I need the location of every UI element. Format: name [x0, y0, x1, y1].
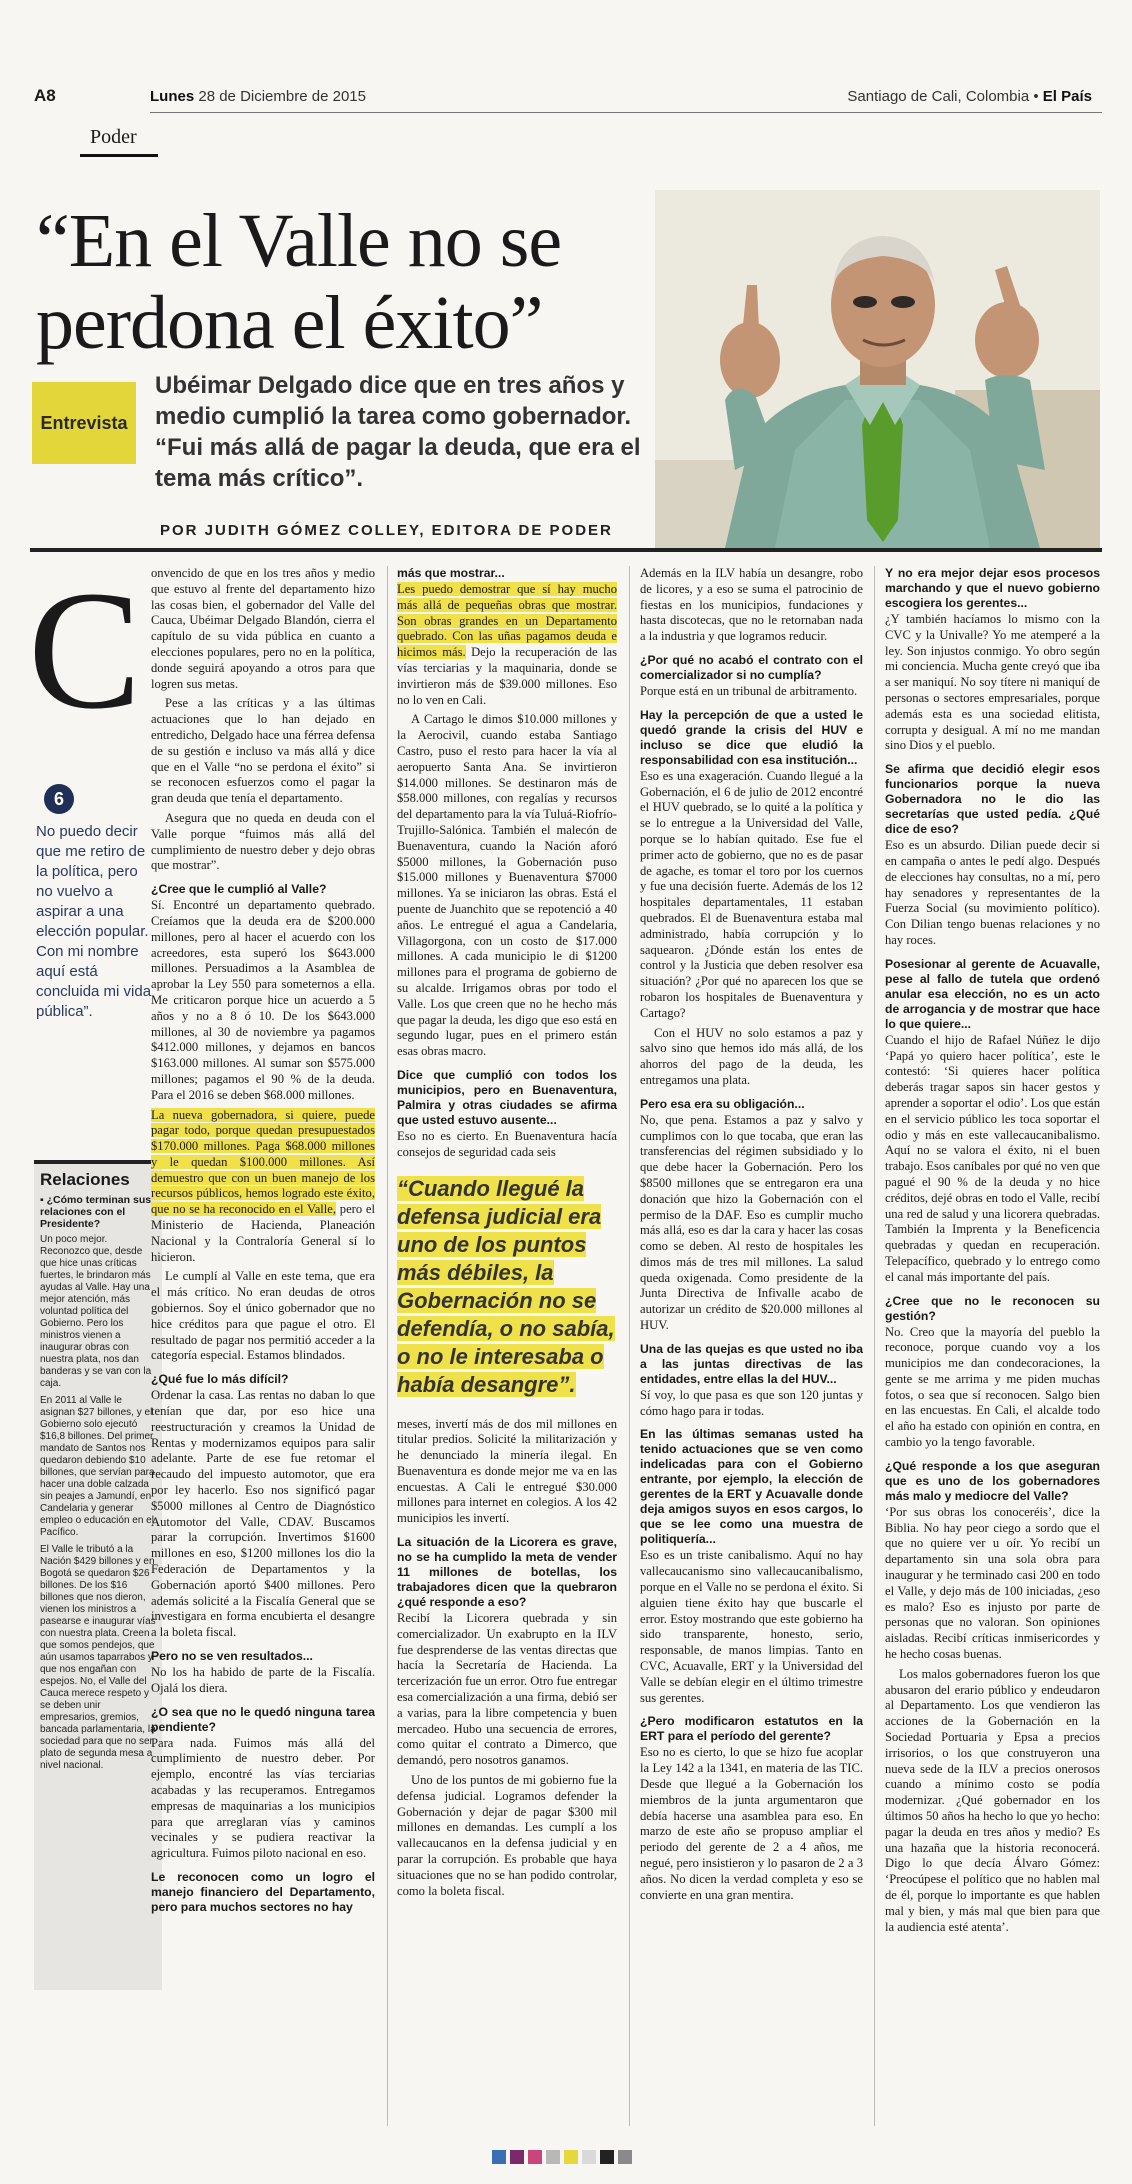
color-swatch [546, 2150, 560, 2164]
color-swatch [582, 2150, 596, 2164]
paragraph: Asegura que no queda en deuda con el Valle porque “fuimos más allá del cumplimiento de nuestro deber y dejo obras que mostrar”. [151, 810, 375, 873]
highlighted-text: Les puedo demostrar que sí hay mucho más allá de pequeñas obras que mostrar. Son obras grandes en un Departamento quebrado. Con las uñas pagamos deuda e hicimos más. [397, 582, 617, 660]
interview-question: ¿O sea que no le quedó ninguna tarea pendiente? [151, 1704, 375, 1734]
paragraph: Uno de los puntos de mi gobierno fue la defensa judicial. Logramos defender la Gobernación y dejar de pagar $300 mil millones en demandas. Les cumplí a los vallecaucanos en la defensa judicial y en parar la corrupción. Es probable que haya situaciones que no se han podido controlar, como la boleta fiscal. [397, 1773, 617, 1898]
paragraph: Además en la ILV había un desangre, robo de licores, y a eso se suma el patrocinio de fiestas en los municipios, fundaciones y hasta discotecas, que no le retornaban nada a la industria y que logramos reducir. [640, 566, 863, 644]
answer: Eso no es cierto, lo que se hizo fue acoplar la Ley 142 a la 1341, en materia de las TIC. Desde que llegué a la Gobernación los miembros de la junta argumentaron que debía hacerse una asamblea para eso. En marzo de este año se propuso ampliar el periodo del gerente de 2 a 4 años, me negué, pero insistieron y lo pasaron de 2 a 3 años. No dicen la verdad completa y eso se convierte en una gran mentira. [640, 1745, 863, 1902]
interview-question: La situación de la Licorera es grave, no se ha cumplido la meta de vender 11 millones de botellas, los trabajadores dicen que la quebraron ¿qué responde a eso? [397, 1535, 617, 1610]
paper-name: El País [1042, 88, 1092, 105]
interview-question: Pero no se ven resultados... [151, 1649, 313, 1663]
paragraph: Pese a las críticas y a las últimas actuaciones que lo han dejado en entredicho, Delgado hace una férrea defensa de su gestión e incluso va más allá y dice que en el Valle “no se perdona el éxito” si se reconocen esfuerzos como el pagar la gran deuda que tenía el departamento. [151, 696, 375, 806]
date-day: Lunes [150, 88, 195, 105]
interview-question: Se afirma que decidió elegir esos funcionarios porque la nueva Gobernadora no le dio las secretarías que usted pedía. ¿Qué dice de eso? [885, 762, 1100, 837]
side-quote: No puedo decir que me retiro de la política, pero no vuelvo a aspirar a una elección popular. Con mi nombre aquí está concluida mi vida pública”. [36, 823, 152, 1020]
section-rule [80, 154, 158, 157]
answer: Eso no es cierto. En Buenaventura hacía consejos de seguridad cada seis [397, 1128, 617, 1159]
answer: Eso es un triste canibalismo. Aquí no hay vallecaucanismo sino vallecaucanibalismo, porque en el Valle no se perdona el éxito. Si alguien tiene éxito hay que buscarle el error. Estoy mostrando que este gobierno ha sido transparente, honesto, serio, responsable, de manos limpias. Tanto en CVC, Acuavalle, ERT y la Universidad del Valle se debían elegir en el último trimestre sus gerentes. [640, 1548, 863, 1705]
paragraph: Los malos gobernadores fueron los que abusaron del erario público y endeudaron al Departamento. Los que vendieron las acciones de la Gobernación en la Sociedad Portuaria y Epsa a precios irrisorios, o los que construyeron una nueva sede de la ILV a precios onerosos cuando a mínimo costo se podía modernizar. ¿Qué gobernador en los últimos 50 años ha hecho lo que yo hecho: pagar la deuda en tres años y medio? Es una hazaña que la historia reconocerá. Digo lo que decía Álvaro Gómez: ‘Preocúpese el político que no hablen mal de él, porque lo importante es que hablen mal y bien, y más mal que bien para que la audiencia esté atenta’. [885, 1666, 1100, 1934]
relaciones-question: ▪ ¿Cómo terminan sus relaciones con el Presidente? [40, 1194, 152, 1230]
answer: Recibí la Licorera quebrada y sin comercializador. Un exabrupto en la ILV fue desprenderse de las ventas directas que hacía la Secretaría de Hacienda. La tercerización fue un error. Otro fue entregar esa comercialización a una firma, debió ser a varias, para la libre competencia y buen mercadeo. Hubo una secuencia de errores, como quitar el contrato a Dimerco, que demandó, pero nosotros ganamos. [397, 1611, 617, 1768]
color-swatch [618, 2150, 632, 2164]
answer [151, 898, 375, 1103]
answer-text: Sí. Encontré un departamento quebrado. Creíamos que la deuda era de $200.000 millones, pero al hacer el acuerdo con los acreedores, esta superó los $643.000 millones. Persuadimos a la Asamblea de aprobar la Ley 550 para someternos a ella. Me criticaron porque hice un acuerdo a 5 años y no a 8 ó 10. De los $643.000 millones, al 30 de noviembre ya pagamos $412.000 millones, y dejamos en bancos $163.000 millones. Al sumar son $575.000 millones; pagamos el 90 % de la deuda. Para el 2016 se deben $68.000 millones. [151, 898, 375, 1102]
relaciones-paragraph: Un poco mejor. Reconozco que, desde que hice unas críticas fuertes, le brindaron más ayudas al Valle. Hay una mejor atención, más voluntad política del Gobierno. Pero los ministros vienen a inaugurar obras con nuestra plata, nos dan banderas y se van con la caja. [40, 1234, 152, 1389]
quote-number-badge: 6 [44, 784, 74, 814]
answer: Eso es una exageración. Cuando llegué a la Gobernación, el 6 de julio de 2012 encontré el HUV quebrado, se lo quité a la política y se lo entregue a la Universidad del Valle, porque se lo habían quitado. Ese fue el primer acto de gobierno, que no es de pasar de agache, es tomar el toro por los cuernos y fue una decisión fuerte. Además de los 12 hospitales departamentales, 11 estaban quebrados. El de Buenaventura estaba mal administrado, había corrupción y lo saquearon. ¿Dónde están los entes de control y la Justicia que deben resolver esa situación? ¿Por qué no aparecen los que se robaron los hospitales de Buenaventura y Cartago? [640, 768, 863, 1020]
column-rule [387, 566, 388, 2126]
page-number: A8 [34, 86, 56, 105]
relaciones-title: Relaciones [40, 1170, 130, 1189]
interview-question: ¿Pero modificaron estatutos en la ERT para el período del gerente? [640, 1714, 863, 1744]
relaciones-box [34, 1160, 162, 1990]
interview-question: Posesionar al gerente de Acuavalle, pese al fallo de tutela que ordenó anular esa elección, no es un acto de arrogancia y de mostrar que hace lo que quiere... [885, 956, 1100, 1031]
pull-quote [397, 1175, 617, 1399]
print-color-bar [492, 2150, 632, 2164]
answer: Eso es un absurdo. Dilian puede decir si en campaña o antes le pedí algo. Después de elecciones hay consultas, no a mí, pero hay senadores y representantes de la Fuerza Social (su movimiento político). Con Dilian tengo buenas relaciones y no hay roces. [885, 838, 1100, 947]
lead-paragraph: onvencido de que en los tres años y medio que estuvo al frente del departamento hizo las cosas bien, el gobernador del Valle del Cauca, Ubéimar Delgado Blandón, cierra el capítulo de su vida pública en cuanto a elecciones populares, pero no en la política, donde seguirá apoyando a otros para que logren sus metas. [151, 566, 375, 691]
date-rest: 28 de Diciembre de 2015 [198, 88, 366, 105]
interview-question: Una de las quejas es que usted no iba a las juntas directivas de las entidades, entre ellas la del HUV... [640, 1341, 863, 1386]
answer: Para nada. Fuimos más allá del cumplimiento de nuestro deber. Por ejemplo, encontré las vías terciarias acabadas y las recuperamos. Entregamos empresas de maquinarias a los municipios para que arreglaran vías y caminos vecinales y se pudiera reactivar la agricultura. Fuimos piloto nacional en eso. [151, 1735, 375, 1861]
answer: Cuando el hijo de Rafael Núñez le dijo ‘Papá yo quiero hacer política’, este le contestó: ‘Si quieres hacer política deberás tragar sapos sin hacer gestos y aprender a soportar el odio’. Los que están en el servicio público les toca soportar el odio y más en este vallecaucanibalismo. Aquí no se valora el éxito, ni el buen trabajo. Esos caníbales por qué no ven que pagué el 90 % de la deuda y no hice créditos, dejé obras en todo el Valle, recibí una red de salud y una licorera quebradas. También la Imprenta y la Beneficencia quebradas y quedan en recuperación. Telepacífico, quebrado y lo entrego como el canal más importante del país. [885, 1032, 1100, 1284]
paragraph: meses, invertí más de dos mil millones en titular predios. Solicité la militarización y he denunciado la minería ilegal. En Buenaventura es donde mejor me va en las encuestas. A Cali le entregué $30.000 millones para internet en colegios. A los 42 municipios les invertí. [397, 1416, 617, 1526]
drop-cap: C [28, 556, 142, 744]
paragraph: Le cumplí al Valle en este tema, que era el más crítico. No eran deudas de otros gobiernos. Soy el único gobernador que no hice créditos para que pague el otro. El resultado de pagar nos permitió acceder a la categoría especial. Estamos blindados. [151, 1269, 375, 1363]
relaciones-paragraph: El Valle le tributó a la Nación $429 billones y en Bogotá se quedaron $26 billones. De los $16 billones que nos dieron, vienen los ministros a pasearse e inaugurar vías con nuestra plata. Creen que somos pendejos, que aún usamos taparrabos y que nos engañan con espejos. No, el Valle del Cauca merece respeto y se deben unir empresarios, gremios, bancada parlamentaria, la sociedad para que no ser plato de segunda mesa a nivel nacional. [40, 1544, 156, 1771]
color-swatch [528, 2150, 542, 2164]
answer: Sí voy, lo que pasa es que son 120 juntas y cómo hago para ir todas. [640, 1387, 863, 1418]
interview-question: En las últimas semanas usted ha tenido actuaciones que se ven como indelicadas para con el Gobierno entrante, por ejemplo, la elección de gerentes de la ERT y Acuavalle donde deja amigos suyos en esos cargos, lo que se lee como una muestra de politiquería... [640, 1427, 863, 1547]
answer-text: pero el Ministerio de Hacienda, Planeación Nacional y la Contraloría General sí lo hicieron. [151, 1202, 375, 1264]
highlighted-paragraph [151, 1108, 375, 1266]
place: Santiago de Cali, Colombia • [847, 88, 1039, 105]
answer: ¿Y también hacíamos lo mismo con la CVC y la Univalle? Yo me atemperé a la ley. Son injustos conmigo. Yo obro según mi conciencia. Mucha gente creyó que iba a ser maniquí. No soy títere ni maniquí de personas o sectores empresariales, porque además esta es una sociedad elitista, corrupta y desigual. A mí no me mandan sino Dios y el pueblo. [885, 612, 1100, 753]
paragraph: Con el HUV no solo estamos a paz y salvo sino que hemos ido más allá, de los ahorros del pago de la deuda, les entregamos una plata. [640, 1025, 863, 1087]
place-paper [847, 88, 1092, 105]
answer: ‘Por sus obras los conoceréis’, dice la Biblia. No hay peor ciego a sordo que el que no quiere ver u oír. Yo recibí un departamento sin una sola obra para inaugurar y he terminado casi 200 en todo el Valle, y dejo más de 100 iniciadas, ¿eso es malo? Eso es injusto por parte de personas que no valoran. Son opiniones aisladas. Recibí críticas inmisericordes y he hecho cosas buenas. [885, 1504, 1100, 1662]
section-tag [32, 382, 136, 464]
pull-quote-text: “Cuando llegué la defensa judicial era uno de los puntos más débiles, la Gobernación no se defendía, o no sabía, o no le interesaba o había desangre”. [397, 1175, 615, 1397]
dateline [150, 88, 366, 105]
answer-text: Dejo la recuperación de las vías terciarias y la maquinaria, donde se invirtieron más de $39.000 millones. Eso no lo ven en Cali. [397, 645, 617, 707]
answer: Ordenar la casa. Las rentas no daban lo que tenían que dar, por eso hice una reestructuración y creamos la Unidad de Rentas y modernizamos equipos para salir adelante. Parte de ese fue retomar el recaudo del impuesto automotor, que era por ley hacerlo. Eso nos significó pagar $5000 millones al Centro de Diagnóstico Automotor del Valle, CDAV. Buscamos parar la corrupción. Invertimos $1600 millones en eso, $1200 millones los dio la Federación de Departamentos y la Gobernación aportó $400 millones. Pero además solicité a la Fiscalía General que se investigara en forma encubierta el desangre a la boleta fiscal. [151, 1388, 375, 1640]
column-rule [629, 566, 630, 2126]
interview-question: ¿Qué fue lo más difícil? [151, 1372, 289, 1387]
color-swatch [492, 2150, 506, 2164]
interview-question: Le reconocen como un logro el manejo financiero del Departamento, pero para muchos sectores no hay [151, 1869, 375, 1914]
interview-question: ¿Por qué no acabó el contrato con el comercializador si no cumplía? [640, 652, 863, 682]
interview-question: Pero esa era su obligación... [640, 1096, 805, 1111]
answer: No. Creo que la mayoría del pueblo la reconoce, porque cuando voy a los municipios me dan condecoraciones, la gente se me arrima y me piden muchas fotos, o sea que sí reconocen. Salgo bien en las encuestas. En Cali, el alcalde todo el año ha estado con opinión en contra, en cambio yo la tengo favorable. [885, 1324, 1100, 1450]
interview-question: ¿Qué responde a los que aseguran que es uno de los gobernadores más malo y mediocre del Valle? [885, 1458, 1100, 1503]
color-swatch [564, 2150, 578, 2164]
article-column-2 [397, 566, 617, 2126]
headline: “En el Valle no se perdona el éxito” [36, 199, 562, 365]
portrait-illustration [655, 190, 1100, 548]
answer: Porque está en un tribunal de arbitramento. [640, 683, 858, 698]
deck: Ubéimar Delgado dice que en tres años y medio cumplió la tarea como gobernador. “Fui más allá de pagar la deuda, que era el tema más crítico”. [155, 372, 641, 492]
answer [397, 582, 617, 708]
interview-question: ¿Cree que le cumplió al Valle? [151, 882, 327, 897]
interview-question: Y no era mejor dejar esos procesos marchando y que el nuevo gobierno escogiera los gerentes... [885, 566, 1100, 610]
color-swatch [510, 2150, 524, 2164]
color-swatch [600, 2150, 614, 2164]
tag-label: Entrevista [40, 412, 128, 433]
relaciones-paragraph: En 2011 al Valle le asignan $27 billones, y el Gobierno solo ejecutó $16,8 billones. Del primer mandato de Santos nos quedaron debiendo $10 billones, que servían para hacer una doble calzada sin peajes a Jamundí, en Candelaria y generar empleo o educación en el Pacífico. [40, 1395, 155, 1538]
column-rule [874, 566, 875, 2126]
interview-question: Dice que cumplió con todos los municipios, pero en Buenaventura, Palmira y otras ciudades se afirma que usted estuvo ausente... [397, 1067, 617, 1127]
article-column-3 [640, 566, 863, 2126]
paragraph: A Cartago le dimos $10.000 millones y la Aerocivil, cuando estaba Santiago Castro, puso el resto para hacer la vía al aeropuerto Santa Ana. Se invirtieron $14.000 millones. Se destinaron más de $58.000 millones, con regalías y recursos del departamento para la vía Tuluá-Riofrío-Trujillo-Salónica. También el malecón de Buenaventura, cuando la Nación aforó $5000 millones, la Gobernación puso $15.000 millones y Buenaventura $7000 millones. Ya se iniciaron las obras. Está el puente de Juanchito que se repotenció a 40 años. Le entregué el agua a Candelaria, Villagorgona, con un costo de $17.000 millones. A cada municipio le di $1200 millones para el programa de gobierno de su alcalde. Irrigamos obras por todo el Valle. Los que creen que no he hecho más que pagar la deuda, les digo que eso está en segundo lugar, pues en el primero están esas obras macro. [397, 712, 617, 1059]
byline: POR JUDITH GÓMEZ COLLEY, EDITORA DE PODER [160, 522, 613, 539]
byline-rule [30, 548, 1102, 552]
highlighted-text: La nueva gobernadora, si quiere, puede pagar todo, porque quedan presupuestados $170.000 millones. Paga $68.000 millones y le quedan $100.000 millones. Así demuestro que con un buen manejo de los recursos públicos, hemos logrado este éxito, que no se ha reconocido en el Valle, [151, 1107, 375, 1217]
article-column-1 [151, 566, 375, 2126]
top-rule [150, 112, 1102, 113]
interview-question: más que mostrar... [397, 566, 505, 580]
answer: No los ha habido de parte de la Fiscalía. Ojalá los diera. [151, 1665, 375, 1695]
article-column-4 [885, 566, 1100, 2126]
answer: No, que pena. Estamos a paz y salvo y cumplimos con lo que tocaba, que eran las transferencias del régimen subsidiado y lo que debe hacer la Gobernación. Pero los $8500 millones que se entregaron era una donación que hizo la Gobernación con el permiso de la DAF. Eso es cumplir mucho más allá, eso es dar la cara y hacer las cosas como se deben. Al resto de hospitales les dimos más de tres mil millones. La salud queda oxigenada. Como presidente de la Junta Directiva de Infivalle acabo de autorizar un crédito de $20.000 millones al HUV. [640, 1112, 863, 1333]
portrait-photo [655, 190, 1100, 548]
section-name: Poder [90, 126, 137, 148]
interview-question: Hay la percepción de que a usted le quedó grande la crisis del HUV e incluso se dice que eludió la responsabilidad con esa institución... [640, 707, 863, 767]
interview-question: ¿Cree que no le reconocen su gestión? [885, 1293, 1100, 1323]
